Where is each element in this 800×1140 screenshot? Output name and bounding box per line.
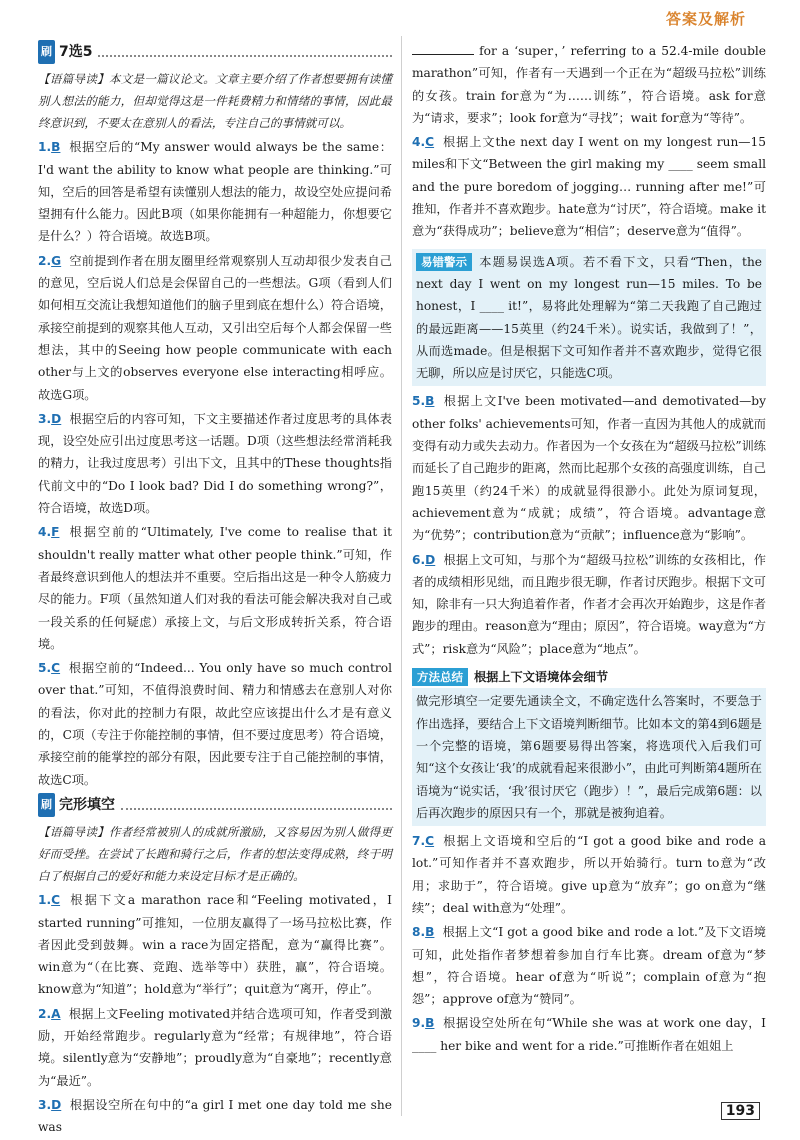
answer-item: 2.A 根据上文Feeling motivated并结合选项可知，作者受到激励，开始经常跑步。regularly意为“经常；有规律地”，符合语境。silently意为“安静地”；proudly意为“自豪地”；recently意为“最近”。 <box>38 1006 392 1088</box>
question-number: 2.G <box>38 253 62 268</box>
section-cloze-head <box>38 793 392 817</box>
tip-title: 根据上下文语境体会细节 <box>474 670 609 685</box>
question-number: 5.B <box>412 394 435 409</box>
question-number: 9.B <box>412 1016 435 1031</box>
answer-item: 4.F 根据空前的“Ultimately, I've come to realise that it shouldn't really matter what other people think.”可知，作者最终意识到他人的想法并不重要。空后指出这是一种令人筋疲力尽的能力。F项（虽然知道人们对我的看法可能会解决我对自己或一段关系的任何疑虑）承接上文，与后文形成转折关系，符合语境。 <box>38 525 392 651</box>
question-number: 1.C <box>38 893 61 908</box>
answer-item: 3.D 根据设空所在句中的“a girl I met one day told me she was <box>38 1097 392 1135</box>
method-summary-box <box>412 666 766 826</box>
answer-item: 1.C 根据下文a marathon race和“Feeling motivated，I started running”可推知，一位朋友赢得了一场马拉松比赛，作者因此受到鼓舞。win a race为固定搭配，意为“赢得比赛”。win意为“（在比赛、竞跑、选举等中）获胜，赢”，符合语境。know意为“知道”；hold意为“举行”；quit意为“离开，停止”。 <box>38 893 392 997</box>
answer-item: 3.D 根据空后的内容可知，下文主要描述作者过度思考的具体表现，设空处应引出过度思考这一话题。D项（这些想法经常消耗我的精力，让我过度思考）引出下文，且其中的These thoughts指代前文中的“Do I look bad? Did I do something wrong?”，符合语境，故选D项。 <box>38 411 392 516</box>
answer-item: 6.D 根据上文可知，与那个为“超级马拉松”训练的女孩相比，作者的成绩相形见绌，而且跑步很无聊，作者讨厌跑步。根据下文可知，除非有一只大狗追着作者，作者才会再次开始跑步，这是作者跑步的理由。reason意为“理由；原因”，符合语境。way意为“方式”；risk意为“风险”；place意为“地点”。 <box>412 552 766 656</box>
tip-tag: 易错警示 <box>416 253 472 271</box>
blank-line <box>412 42 474 55</box>
answer-item: 1.B 根据空后的“My answer would always be the same：I'd want the ability to know what people are thinking.”可知，空后的回答是希望有读懂别人想法的能力，故设空处应提问希望拥有什么能力。因此B项（如果你能拥有一种超能力，你想要它是什么？）符合语境。故选B项。 <box>38 140 392 244</box>
question-number: 4.C <box>412 135 435 150</box>
question-number: 7.C <box>412 834 435 849</box>
question-number: 6.D <box>412 552 436 567</box>
question-number: 3.D <box>38 411 62 426</box>
section-guide: 【语篇导读】作者经常被别人的成就所激励，又容易因为别人做得更好而受挫。在尝试了长跑和骑行之后，作者的想法变得成熟，终于明白了根据自己的爱好和能力来设定目标才是正确的。 <box>38 825 392 884</box>
brush-badge: 刷 <box>38 40 55 64</box>
question-number: 3.D <box>38 1097 62 1112</box>
answer-item: 5.B 根据上文I've been motivated—and demotivated—by other folks' achievements可知，作者一直因为其他人的成就而变得有动力或失去动力。作者因为一个女孩在为“超级马拉松”训练而延长了自己跑步的距离，然而比起那个女孩的高强度训练，自己跑15英里（约24千米）的成就显得很渺小。此处为原词复现，achievement意为“成就；成绩”，符合语境。advantage意为“优势”；contribution意为“贡献”；influence意为“影响”。 <box>412 394 766 543</box>
dotted-rule <box>121 800 392 810</box>
answer-item: 4.C 根据上文the next day I went on my longest run—15 miles和下文“Between the girl making my ____ seem small and the pure boredom of jogging… running after me!”可推知，作者并不喜欢跑步。hate意为“讨厌”，符合语境。make it意为“获得成功”；believe意为“相信”；deserve意为“值得”。 <box>412 135 766 239</box>
header-title: 答案及解析 <box>665 10 746 28</box>
page-number: 193 <box>721 1102 760 1120</box>
dotted-rule <box>98 47 392 57</box>
question-number: 4.F <box>38 525 60 540</box>
answer-continuation: for a ‘super，’ referring to a 52.4-mile double marathon”可知，作者有一天遇到一个正在为“超级马拉松”训练的女孩。train for意为“为……训练”，符合语境。ask for意为“请求，要求”；look for意为“寻找”；wait for意为“等待”。 <box>412 44 766 125</box>
answer-item: 7.C 根据上文语境和空后的“I got a good bike and rode a lot.”可知作者并不喜欢跑步，所以开始骑行。turn to意为“改用；求助于”，符合语境。give up意为“放弃”；go on意为“继续”；deal with意为“处理”。 <box>412 834 766 915</box>
right-column <box>412 38 766 1059</box>
question-number: 1.B <box>38 140 61 155</box>
tip-tag: 方法总结 <box>412 668 468 686</box>
column-divider <box>401 36 402 1116</box>
question-number: 5.C <box>38 661 61 676</box>
question-number: 8.B <box>412 925 435 940</box>
section-title: 完形填空 <box>59 796 115 813</box>
left-column <box>38 38 392 1140</box>
question-number: 2.A <box>38 1006 61 1021</box>
section-guide: 【语篇导读】本文是一篇议论文。文章主要介绍了作者想要拥有读懂别人想法的能力，但却觉得这是一件耗费精力和情绪的事情，因此最终意识到，不要太在意别人的看法，专注自己的事情就可以。 <box>38 72 392 131</box>
answer-item: 8.B 根据上文“I got a good bike and rode a lot.”及下文语境可知，此处指作者梦想着参加自行车比赛。dream of意为“梦想”，符合语境。hear of意为“听说”；complain of意为“抱怨”；approve of意为“赞同”。 <box>412 925 766 1007</box>
brush-badge: 刷 <box>38 793 55 817</box>
error-warning-box: 易错警示 本题易误选A项。若不看下文，只看“Then，the next day I went on my longest run—15 miles. To be honest，I ____ it!”，易将此处理解为“第二天我跑了自己跑过的最远距离——15英里（约24千米）。说实话，我做到了！”，从而选made。但是根据下文可知作者并不喜欢跑步，觉得它很无聊，所以应是讨厌它，只能选C项。 <box>412 249 766 387</box>
answer-item: 2.G 空前提到作者在朋友圈里经常观察别人互动却很少发表自己的意见，空后说人们总是会保留自己的一些想法。G项（看到人们如何相互交流让我想知道他们的脑子里到底在想什么）符合语境，承接空前提到的观察其他人互动，又引出空后每个人都会保留一些想法，其中的Seeing how people communicate with each other与上文的observes everyone else interacting相呼应。故选G项。 <box>38 253 392 402</box>
section-7-5-head <box>38 40 392 64</box>
answer-item: 5.C 根据空前的“Indeed... You only have so much control over that.”可知，不值得浪费时间、精力和情感去在意别人对你的看法，你对此的控制力有限，故此空应该提出什么才是有意义的，C项（专注于你能控制的事情，但不要过度思考）符合语境，承接空前的能掌控的部分有限，因此要专注于自己能控制的事情，故选C项。 <box>38 661 392 787</box>
answer-item: 9.B 根据设空处所在句“While she was at work one day，I ____ her bike and went for a ride.”可推断作者在姐姐上 <box>412 1016 766 1053</box>
section-title: 7选5 <box>59 44 93 60</box>
tip-body: 做完形填空一定要先通读全文，不确定选什么答案时，不要急于作出选择，要结合上下文语境判断细节。比如本文的第4到6题是一个完整的语境，第6题要易得出答案，将选项代入后我们可知“这个女孩让‘我’的成就看起来很渺小”，由此可判断第4题所在语境为“说实话，‘我’很讨厌它（跑步）！”，最后完成第6题：以后再次跑步的原因只有一个，那就是被狗追着。 <box>412 688 766 826</box>
